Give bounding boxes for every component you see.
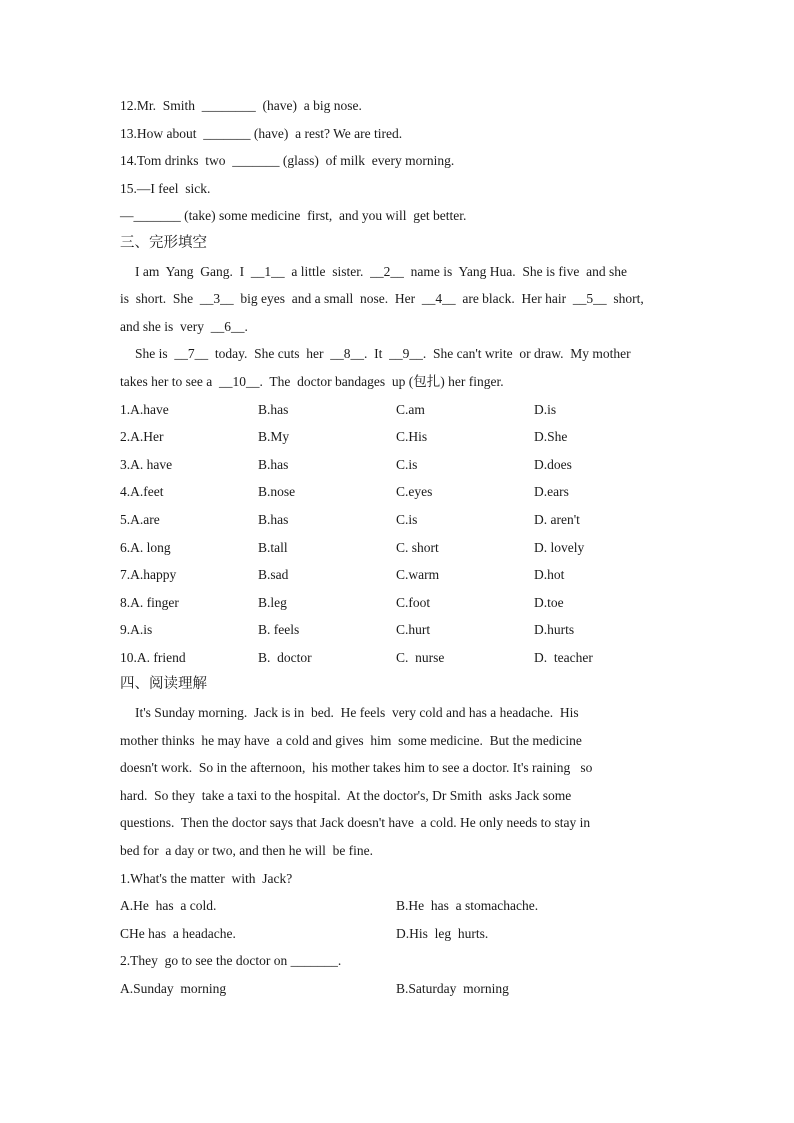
option-a: 7.A.happy xyxy=(120,567,177,583)
cloze-section-title: 三、完形填空 xyxy=(120,234,207,251)
cloze-question-row xyxy=(120,423,672,451)
option-b: B.has xyxy=(258,456,289,472)
option-b: B.Saturday morning xyxy=(396,981,509,996)
option-c: C. nurse xyxy=(396,649,445,665)
cloze-passage-line: and she is very __6__. xyxy=(120,318,248,334)
option-d: D. teacher xyxy=(534,649,593,665)
option-a: 8.A. finger xyxy=(120,594,179,610)
option-c: C. short xyxy=(396,539,439,555)
cloze-question-row xyxy=(120,616,672,644)
option-a: A.Sunday morning xyxy=(120,981,227,996)
reading-passage-line: It's Sunday morning. Jack is in bed. He feels very cold and has a headache. His xyxy=(135,705,579,721)
option-a: 4.A.feet xyxy=(120,484,164,500)
option-c: C.His xyxy=(396,429,428,445)
fill-blank-item: —_______ (take) some medicine first, and you will get better. xyxy=(120,208,467,224)
reading-passage-line: doesn't work. So in the afternoon, his mother takes him to see a doctor. It's raining so xyxy=(120,760,593,776)
cloze-passage-line: takes her to see a __10__. The doctor bandages up (包扎) her finger. xyxy=(120,373,504,389)
option-b: B.nose xyxy=(258,484,296,500)
cloze-question-row xyxy=(120,534,672,562)
option-d: D.toe xyxy=(534,594,564,610)
option-row xyxy=(120,920,672,948)
cloze-question-row xyxy=(120,396,672,424)
option-d: D.does xyxy=(534,456,572,472)
cloze-options xyxy=(120,396,672,672)
reading-passage-line: mother thinks he may have a cold and gives him some medicine. But the medicine xyxy=(120,732,582,748)
option-d: D.She xyxy=(534,429,568,445)
option-b: B.tall xyxy=(258,539,288,555)
option-row xyxy=(120,975,672,1003)
option-b: B. feels xyxy=(258,622,300,638)
option-a: 2.A.Her xyxy=(120,429,164,445)
cloze-passage xyxy=(120,258,672,396)
reading-passage-line: questions. Then the doctor says that Jack doesn't have a cold. He only needs to stay in xyxy=(120,815,591,831)
option-c: C.am xyxy=(396,401,425,417)
cloze-question-row xyxy=(120,644,672,672)
option-d: D. aren't xyxy=(534,511,580,527)
option-a: 6.A. long xyxy=(120,539,171,555)
option-d: D.His leg hurts. xyxy=(396,925,489,941)
option-b: B.leg xyxy=(258,594,287,610)
option-b: B.He has a stomachache. xyxy=(396,898,539,914)
cloze-passage-line: She is __7__ today. She cuts her __8__. It __9__. She can't write or draw. My mother xyxy=(135,346,631,362)
option-d: D.hurts xyxy=(534,622,575,638)
option-c: C.eyes xyxy=(396,484,433,500)
question-stem: 2.They go to see the doctor on _______. xyxy=(120,953,342,969)
option-b: B. doctor xyxy=(258,649,312,665)
cloze-passage-line: is short. She __3__ big eyes and a small nose. Her __4__ are black. Her hair __5__ short, xyxy=(120,291,644,307)
option-a: 9.A.is xyxy=(120,622,153,638)
reading-question-1 xyxy=(120,865,672,948)
reading-passage xyxy=(120,699,672,865)
option-c: C.hurt xyxy=(396,622,431,638)
cloze-question-row xyxy=(120,478,672,506)
option-a: 3.A. have xyxy=(120,456,173,472)
option-b: B.has xyxy=(258,401,289,417)
option-c: C.foot xyxy=(396,594,431,610)
cloze-passage-line: I am Yang Gang. I __1__ a little sister. __2__ name is Yang Hua. She is five and she xyxy=(135,263,627,279)
option-a: 5.A.are xyxy=(120,511,160,527)
option-a: 10.A. friend xyxy=(120,649,186,665)
option-c: C.is xyxy=(396,456,418,472)
option-d: D.hot xyxy=(534,567,565,583)
cloze-question-row xyxy=(120,561,672,589)
cloze-question-row xyxy=(120,451,672,479)
option-a: 1.A.have xyxy=(120,401,169,417)
option-b: B.sad xyxy=(258,567,289,583)
option-c: CHe has a headache. xyxy=(120,925,236,941)
fill-blank-item: 14.Tom drinks two _______ (glass) of milk every morning. xyxy=(120,153,455,169)
option-d: D. lovely xyxy=(534,539,585,555)
reading-passage-line: bed for a day or two, and then he will be fine. xyxy=(120,843,374,859)
option-row xyxy=(120,892,672,920)
option-b: B.My xyxy=(258,429,290,445)
worksheet-content xyxy=(120,92,672,1003)
option-a: A.He has a cold. xyxy=(120,898,217,914)
cloze-question-row xyxy=(120,506,672,534)
option-d: D.is xyxy=(534,401,557,417)
option-c: C.warm xyxy=(396,567,440,583)
cloze-question-row xyxy=(120,589,672,617)
option-d: D.ears xyxy=(534,484,569,500)
option-c: C.is xyxy=(396,511,418,527)
option-b: B.has xyxy=(258,511,289,527)
fill-blank-item: 13.How about _______ (have) a rest? We are tired. xyxy=(120,125,403,141)
question-stem: 1.What's the matter with Jack? xyxy=(120,870,293,886)
reading-passage-line: hard. So they take a taxi to the hospital. At the doctor's, Dr Smith asks Jack some xyxy=(120,787,572,803)
reading-question-2 xyxy=(120,947,672,1002)
fill-blank-item: 12.Mr. Smith ________ (have) a big nose. xyxy=(120,98,362,113)
fill-blank-item: 15.—I feel sick. xyxy=(120,180,211,196)
reading-section-title: 四、阅读理解 xyxy=(120,676,207,693)
fill-blank-section xyxy=(120,92,672,230)
